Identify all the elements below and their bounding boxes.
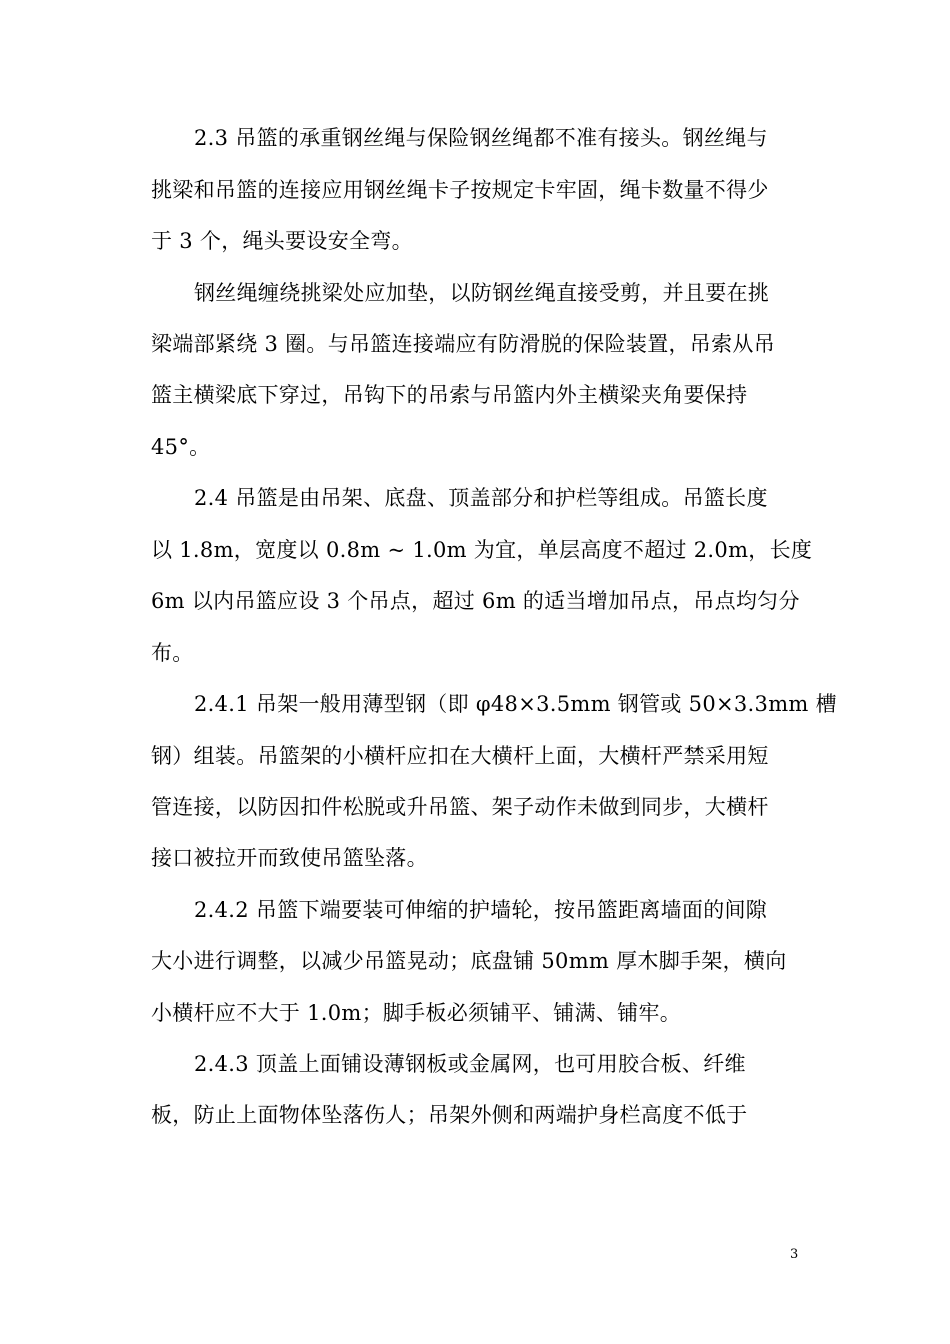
text-line: 梁端部紧绕 3 圈。与吊篮连接端应有防滑脱的保险装置，吊索从吊 <box>151 332 776 356</box>
text-line: 钢丝绳缠绕挑梁处应加垫，以防钢丝绳直接受剪，并且要在挑 <box>194 281 770 305</box>
text-line: 布。 <box>151 641 194 665</box>
text-line: 于 3 个，绳头要设安全弯。 <box>151 229 413 253</box>
text-line: 篮主横梁底下穿过，吊钩下的吊索与吊篮内外主横梁夹角要保持 <box>151 383 748 407</box>
text-line: 管连接，以防因扣件松脱或升吊篮、架子动作未做到同步，大横杆 <box>151 795 769 819</box>
page-number: 3 <box>790 1247 799 1262</box>
text-line: 45°。 <box>151 435 211 459</box>
text-line: 2.4.3 顶盖上面铺设薄钢板或金属网，也可用胶合板、纤维 <box>194 1052 746 1076</box>
text-line: 大小进行调整，以减少吊篮晃动；底盘铺 50mm 厚木脚手架，横向 <box>151 949 787 973</box>
text-line: 接口被拉开而致使吊篮坠落。 <box>151 846 428 870</box>
text-line: 2.4.2 吊篮下端要装可伸缩的护墙轮，按吊篮距离墙面的间隙 <box>194 898 768 922</box>
text-line: 2.3 吊篮的承重钢丝绳与保险钢丝绳都不准有接头。钢丝绳与 <box>194 126 768 150</box>
text-line: 6m 以内吊篮应设 3 个吊点，超过 6m 的适当增加吊点，吊点均匀分 <box>151 589 800 613</box>
text-line: 2.4 吊篮是由吊架、底盘、顶盖部分和护栏等组成。吊篮长度 <box>194 486 768 510</box>
text-line: 2.4.1 吊架一般用薄型钢（即 φ48×3.5mm 钢管或 50×3.3mm 槽 <box>194 692 837 716</box>
text-line: 挑梁和吊篮的连接应用钢丝绳卡子按规定卡牢固，绳卡数量不得少 <box>151 178 769 202</box>
text-line: 钢）组装。吊篮架的小横杆应扣在大横杆上面，大横杆严禁采用短 <box>151 744 769 768</box>
text-line: 以 1.8m，宽度以 0.8m ~ 1.0m 为宜，单层高度不超过 2.0m，长度 <box>151 538 813 562</box>
text-line: 板，防止上面物体坠落伤人；吊架外侧和两端护身栏高度不低于 <box>151 1103 748 1127</box>
text-line: 小横杆应不大于 1.0m；脚手板必须铺平、铺满、铺牢。 <box>151 1001 682 1025</box>
